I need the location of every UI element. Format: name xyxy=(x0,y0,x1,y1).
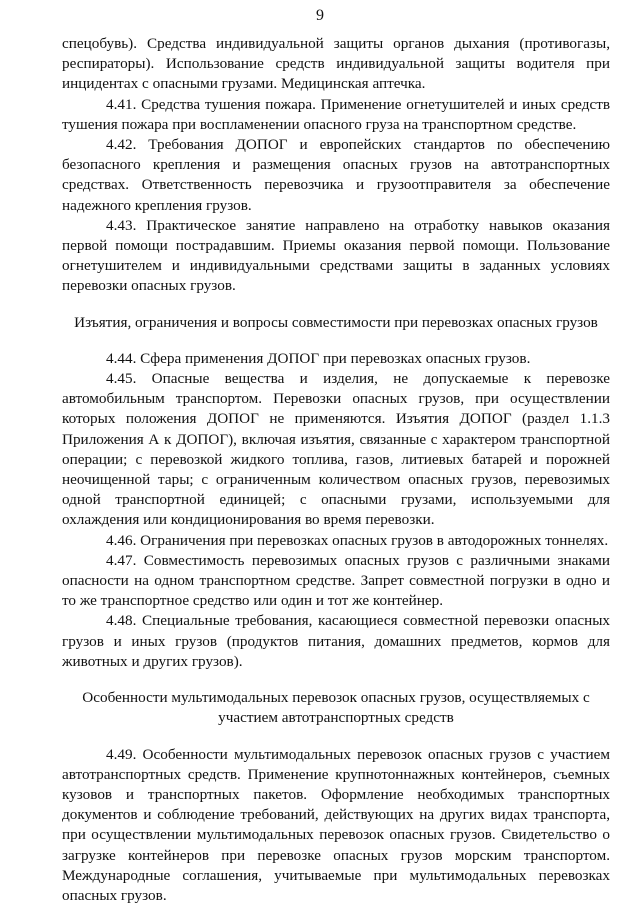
section-heading-multimodal: Особенности мультимодальных перевозок опасных грузов, осуществляемых с участием автотранспортных средств xyxy=(62,688,610,728)
document-body xyxy=(62,34,610,906)
paragraph-4-41: 4.41. Средства тушения пожара. Применение огнетушителей и иных средств тушения пожара при воспламенении опасного груза на транспортном средстве. xyxy=(62,95,610,135)
paragraph-4-49: 4.49. Особенности мультимодальных перевозок опасных грузов с участием автотранспортных средств. Применение крупнотоннажных контейнеров, съемных кузовов и транспортных пакетов. Оформление необходимых транспортных документов и соблюдение требований, действующих на других видах транспорта, при осуществлении мультимодальных перевозок опасных грузов. Свидетельство о загрузке контейнеров при перевозке опасных грузов морским транспортом. Международные соглашения, учитываемые при мультимодальных перевозках опасных грузов. xyxy=(62,745,610,906)
paragraph-4-42: 4.42. Требования ДОПОГ и европейских стандартов по обеспечению безопасного крепления и размещения опасных грузов на автотранспортных средствах. Ответственность перевозчика и грузоотправителя за обеспечение надежного крепления грузов. xyxy=(62,135,610,216)
paragraph-4-44: 4.44. Сфера применения ДОПОГ при перевозках опасных грузов. xyxy=(62,349,610,369)
paragraph-4-46: 4.46. Ограничения при перевозках опасных грузов в автодорожных тоннелях. xyxy=(62,531,610,551)
paragraph-continuation: спецобувь). Средства индивидуальной защиты органов дыхания (противогазы, респираторы). Использование средств индивидуальной защиты водителя при инцидентах с опасными грузами. Медицинская аптечка. xyxy=(62,34,610,95)
paragraph-4-47: 4.47. Совместимость перевозимых опасных грузов с различными знаками опасности на одном транспортном средстве. Запрет совместной погрузки в одно и то же транспортное средство или один и тот же контейнер. xyxy=(62,551,610,612)
page-number: 9 xyxy=(0,6,640,26)
paragraph-4-48: 4.48. Специальные требования, касающиеся совместной перевозки опасных грузов и иных грузов (продуктов питания, домашних предметов, кормов для животных и других грузов). xyxy=(62,611,610,672)
paragraph-4-45: 4.45. Опасные вещества и изделия, не допускаемые к перевозке автомобильным транспортом. Перевозки опасных грузов, при осуществлении которых положения ДОПОГ не применяются. Изъятия ДОПОГ (раздел 1.1.3 Приложения А к ДОПОГ), включая изъятия, связанные с характером транспортной операции; с перевозкой жидкого топлива, газов, литиевых батарей и порожней неочищенной тары; с ограниченным количеством опасных грузов, перевозимых одной транспортной единицей; с опасными грузами, используемыми для охлаждения или кондиционирования во время перевозки. xyxy=(62,369,610,531)
paragraph-4-43: 4.43. Практическое занятие направлено на отработку навыков оказания первой помощи пострадавшим. Приемы оказания первой помощи. Пользование огнетушителем и индивидуальными средствами защиты в заданных условиях перевозки опасных грузов. xyxy=(62,216,610,297)
section-heading-exemptions: Изъятия, ограничения и вопросы совместимости при перевозках опасных грузов xyxy=(62,313,610,333)
